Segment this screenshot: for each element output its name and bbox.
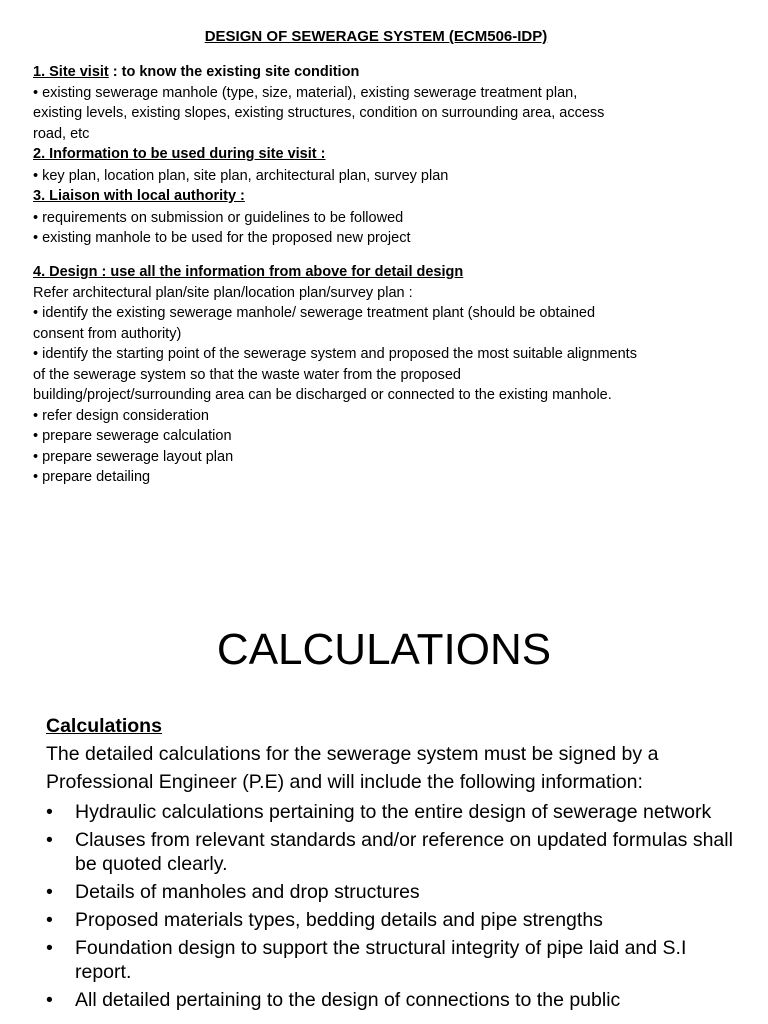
bullet-dot: • <box>46 937 53 959</box>
body-line: • prepare detailing <box>33 469 151 485</box>
body-line: • existing manhole to be used for the proposed new project <box>33 230 411 246</box>
calculations-heading: Calculations <box>46 715 162 737</box>
document-title: DESIGN OF SEWERAGE SYSTEM (ECM506-IDP) <box>204 28 548 45</box>
body-line: existing levels, existing slopes, existing structures, condition on surrounding area, access <box>33 105 605 121</box>
section-heading-underlined: 1. Site visit <box>33 64 109 80</box>
section-heading-rest: : to know the existing site condition <box>108 64 360 80</box>
bullet-text: Clauses from relevant standards and/or reference on updated formulas shall be quoted clearly. <box>75 829 733 875</box>
bullet-dot: • <box>46 909 53 931</box>
body-line: • identify the starting point of the sewerage system and proposed the most suitable alignments <box>33 346 637 362</box>
bullet-text: All detailed pertaining to the design of connections to the public <box>75 989 621 1011</box>
bullet-item <box>46 936 746 984</box>
body-line: • requirements on submission or guidelines to be followed <box>33 209 404 226</box>
calculations-title: CALCULATIONS <box>216 625 552 674</box>
section-heading <box>33 62 745 83</box>
body-line: • prepare sewerage layout plan <box>33 448 234 465</box>
bullet-text: Foundation design to support the structural integrity of pipe laid and S.I report. <box>75 937 687 983</box>
calculations-content <box>46 712 746 1012</box>
calculations-intro-line: The detailed calculations for the sewerage system must be signed by a <box>46 743 659 765</box>
bullet-item <box>46 880 746 904</box>
bullet-text: Proposed materials types, bedding details and pipe strengths <box>75 909 603 931</box>
bullet-dot: • <box>46 801 53 823</box>
section-heading: 4. Design : use all the information from above for detail design <box>33 264 464 280</box>
body-line: • existing sewerage manhole (type, size, material), existing sewerage treatment plan, <box>33 84 578 101</box>
bullet-dot: • <box>46 829 53 851</box>
bullet-item <box>46 988 746 1012</box>
bullet-dot: • <box>46 989 53 1011</box>
body-line: consent from authority) <box>33 325 182 342</box>
section-design <box>33 262 745 488</box>
bullet-item <box>46 908 746 932</box>
bullet-text: Hydraulic calculations pertaining to the entire design of sewerage network <box>75 801 712 823</box>
body-line: • key plan, location plan, site plan, architectural plan, survey plan <box>33 167 449 184</box>
body-line: Refer architectural plan/site plan/location plan/survey plan : <box>33 284 413 301</box>
body-line: • identify the existing sewerage manhole/ sewerage treatment plant (should be obtained <box>33 305 596 321</box>
body-line: building/project/surrounding area can be discharged or connected to the existing manhole. <box>33 387 612 403</box>
body-line: • prepare sewerage calculation <box>33 428 232 444</box>
body-line: of the sewerage system so that the waste water from the proposed <box>33 366 461 383</box>
bullet-item <box>46 828 746 876</box>
section-heading: 2. Information to be used during site visit : <box>33 146 326 162</box>
body-line: road, etc <box>33 125 90 142</box>
bullet-item <box>46 800 746 824</box>
section-site-visit <box>33 62 745 249</box>
section-heading: 3. Liaison with local authority : <box>33 188 245 204</box>
bullet-text: Details of manholes and drop structures <box>75 881 420 903</box>
body-line: • refer design consideration <box>33 407 209 424</box>
bullet-dot: • <box>46 881 53 903</box>
calculations-intro-line: Professional Engineer (P.E) and will include the following information: <box>46 771 643 793</box>
